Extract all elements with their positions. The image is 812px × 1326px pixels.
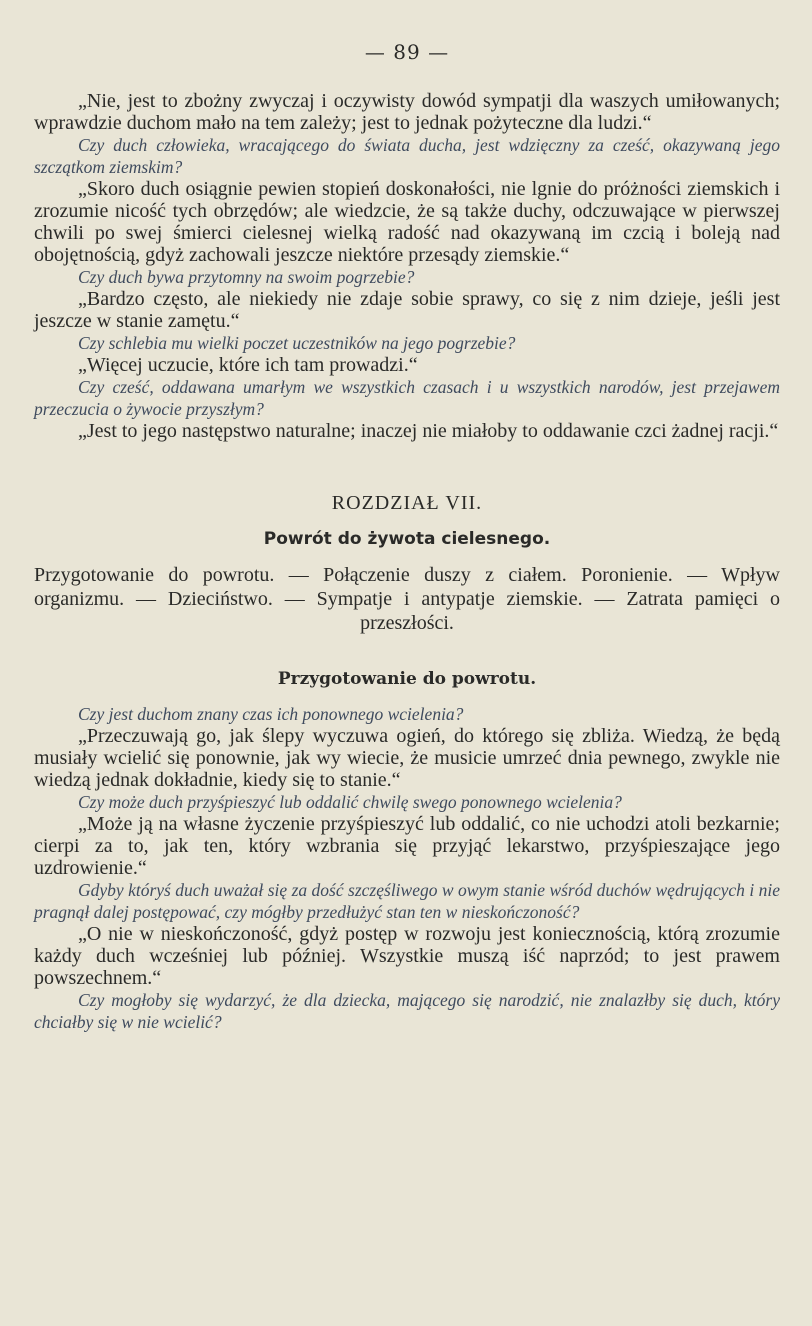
section-heading: Przygotowanie do powrotu. <box>277 669 537 689</box>
dialogue-block-2 <box>34 703 780 1033</box>
question-paragraph: Czy cześć, oddawana umarłym we wszystkich czasach i u wszystkich narodów, jest przejawem przeczucia o żywocie przyszłym? <box>34 377 780 419</box>
answer-paragraph: „Przeczuwają go, jak ślepy wyczuwa ogień, do którego się zbliża. Wiedzą, że będą musiały wcielić się ponownie, jak wy wiecie, że musicie umrzeć dnia pewnego, zwykle nie wiedzą jednak dokładnie, kiedy się to stanie.“ <box>34 725 780 791</box>
question-paragraph: Czy duch człowieka, wracającego do świata ducha, jest wdzięczny za cześć, okazywaną jego szczątkom ziemskim? <box>34 135 780 177</box>
answer-paragraph: „Może ją na własne życzenie przyśpieszyć lub oddalić, co nie uchodzi atoli bezkarnie; cierpi za to, jak ten, który wzbrania się przyjąć lekarstwo, przyśpieszające jego uzdrowienie.“ <box>34 813 780 879</box>
answer-paragraph: „Bardzo często, ale niekiedy nie zdaje sobie sprawy, co się z nim dzieje, jeśli jest jeszcze w stanie zamętu.“ <box>34 288 780 332</box>
question-paragraph: Czy schlebia mu wielki poczet uczestników na jego pogrzebie? <box>78 333 516 353</box>
question-paragraph: Czy może duch przyśpieszyć lub oddalić chwilę swego ponownego wcielenia? <box>78 792 622 812</box>
chapter-summary: Przygotowanie do powrotu. — Połączenie duszy z ciałem. Poronienie. — Wpływ organizmu. — Dzieciństwo. — Sympatje i antypatje ziemskie. — Zatrata pamięci o przeszłości. <box>34 564 780 634</box>
dialogue-block-1 <box>34 90 780 442</box>
book-page <box>34 36 780 1033</box>
question-paragraph: Czy duch bywa przytomny na swoim pogrzebie? <box>78 267 415 287</box>
answer-paragraph: „O nie w nieskończoność, gdyż postęp w rozwoju jest koniecznością, którą zrozumie każdy duch wcześniej lub później. Wszystkie muszą iść naprzód; to jest prawem powszechnem.“ <box>34 923 780 989</box>
answer-paragraph: „Więcej uczucie, które ich tam prowadzi.“ <box>78 354 418 376</box>
question-paragraph: Gdyby któryś duch uważał się za dość szczęśliwego w owym stanie wśród duchów wędrujących i nie pragnął dalej postępować, czy mógłby przedłużyć stan ten w nieskończoność? <box>34 880 780 922</box>
chapter-title: ROZDZIAŁ VII. <box>331 492 483 514</box>
question-paragraph: Czy jest duchom znany czas ich ponownego wcielenia? <box>78 704 464 724</box>
answer-paragraph: „Jest to jego następstwo naturalne; inaczej nie miałoby to oddawanie czci żadnej racji.“ <box>78 420 779 442</box>
answer-paragraph: „Nie, jest to zbożny zwyczaj i oczywisty dowód sympatji dla waszych umiłowanych; wprawdzie duchom mało na tem zależy; jest to jednak pożyteczne dla ludzi.“ <box>34 90 780 134</box>
answer-paragraph: „Skoro duch osiągnie pewien stopień doskonałości, nie lgnie do próżności ziemskich i zrozumie nicość tych obrzędów; ale wiedzcie, że są także duchy, odczuwające w pierwszej chwili po swej śmierci cielesnej wielką radość nad okazywaną im czcią i boleją nad obojętnością, gdyż zachowali jeszcze niektóre przesądy ziemskie.“ <box>34 178 780 266</box>
question-paragraph: Czy mogłoby się wydarzyć, że dla dziecka, mającego się narodzić, nie znalazłby się duch, który chciałby się w nie wcielić? <box>34 990 780 1032</box>
chapter-heading: Powrót do żywota cielesnego. <box>263 529 551 549</box>
page-number: — 89 — <box>364 40 450 64</box>
